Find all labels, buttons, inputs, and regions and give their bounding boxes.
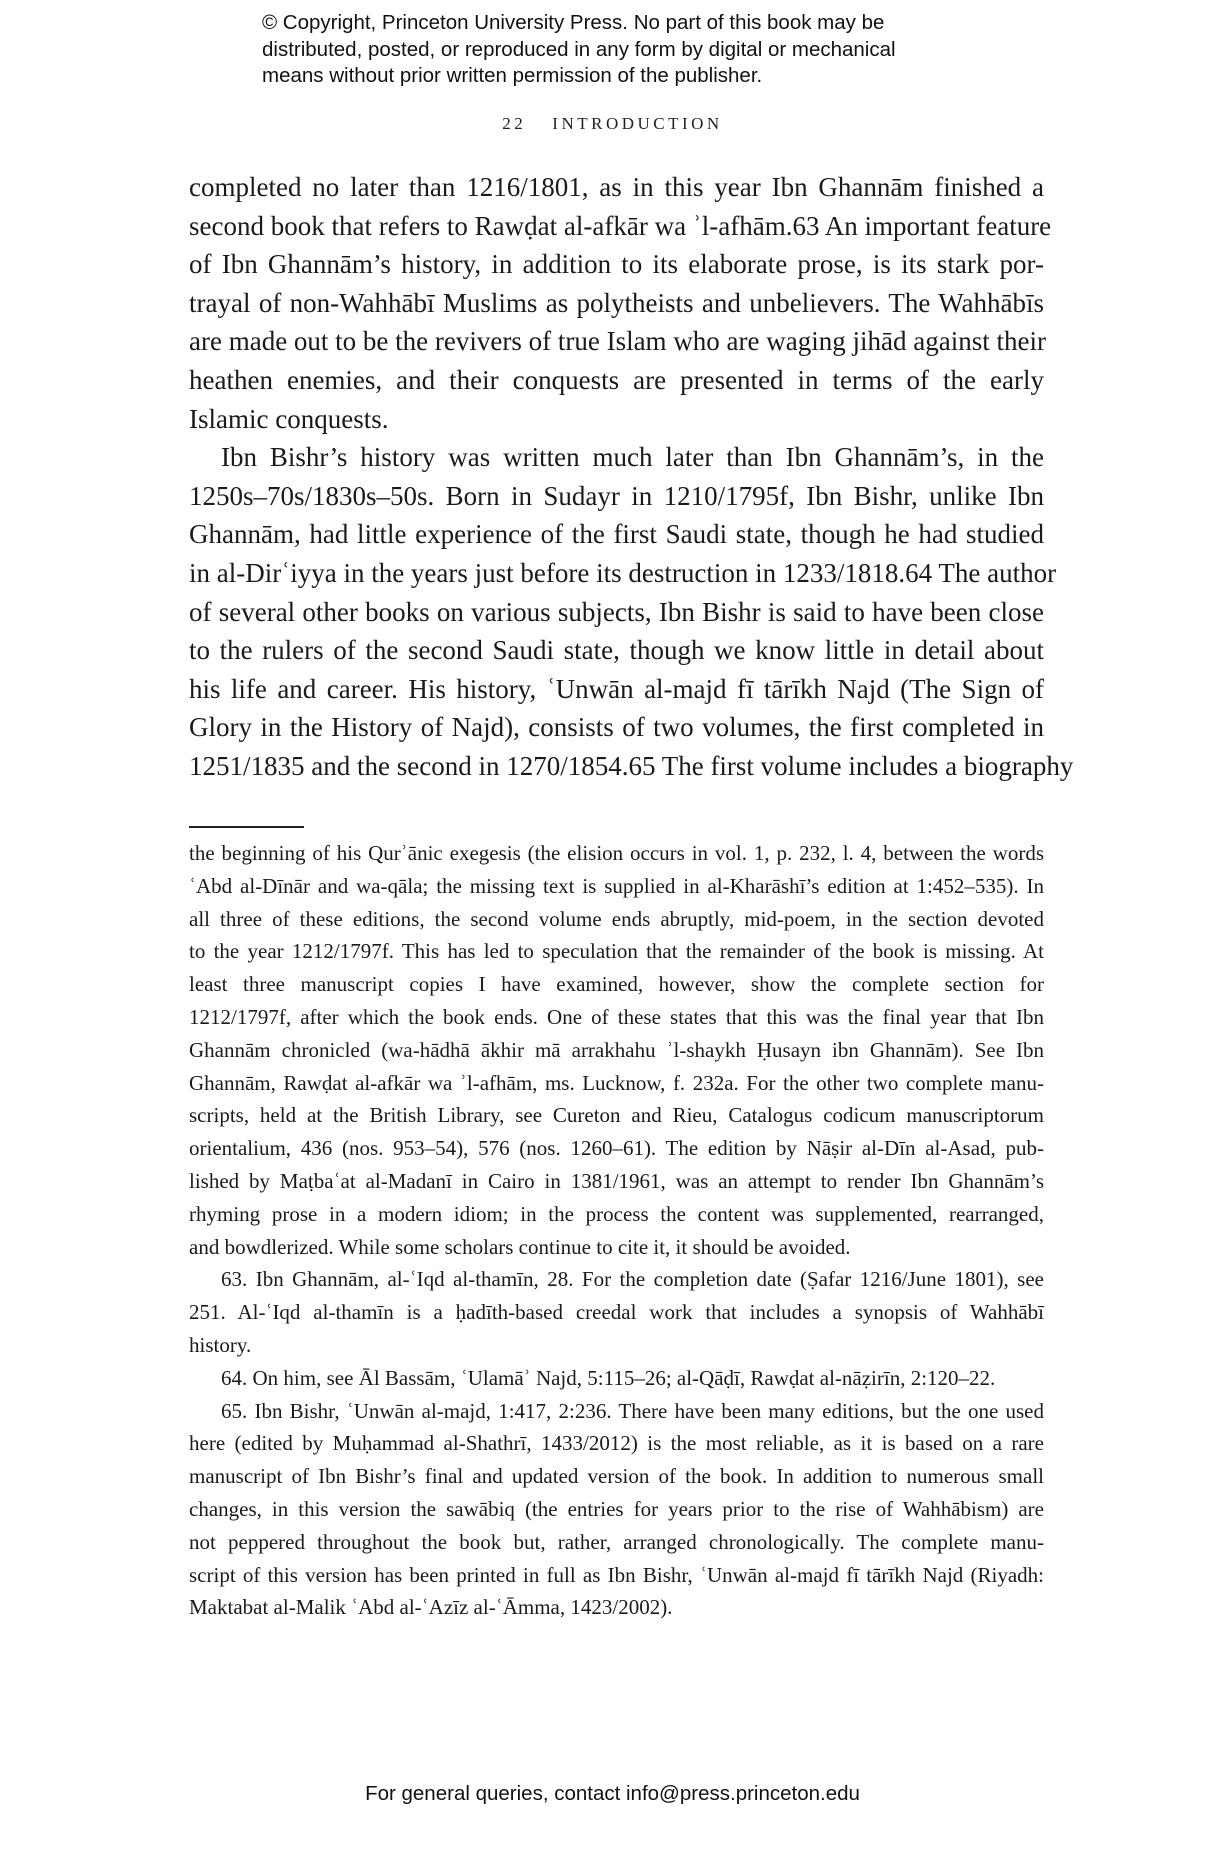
- body-line: Ibn Bishr’s history was written much later than Ibn Ghannām’s, in the: [221, 442, 1044, 473]
- footnote-line: scripts, held at the British Library, see Cureton and Rieu, Catalogus codicum manuscriptorum: [189, 1103, 1044, 1128]
- footnote-line: and bowdlerized. While some scholars continue to cite it, it should be avoided.: [189, 1234, 851, 1259]
- footnote-line: 1212/1797f, after which the book ends. One of these states that this was the final year that Ibn: [189, 1004, 1044, 1029]
- footnote-65-line: manuscript of Ibn Bishr’s final and updated version of the book. In addition to numerous small: [189, 1464, 1044, 1489]
- footnote-65-line: not peppered throughout the book but, rather, arranged chronologically. The complete manu-: [189, 1529, 1044, 1554]
- body-line: his life and career. His history, ʿUnwān al-majd fī tārīkh Najd (The Sign of: [189, 673, 1044, 704]
- body-text: [189, 168, 1074, 786]
- footnote-line: to the year 1212/1797f. This has led to speculation that the remainder of the book is missing. At: [189, 939, 1044, 964]
- footnote-65-line: Maktabat al-Malik ʿAbd al-ʿAzīz al-ʿĀmma, 1423/2002).: [189, 1595, 673, 1620]
- body-line: 1251/1835 and the second in 1270/1854.65 The first volume includes a biography: [189, 750, 1074, 781]
- body-line: Ghannām, had little experience of the first Saudi state, though he had studied: [189, 519, 1044, 550]
- footnote-line: Ghannām, Rawḍat al-afkār wa ʾl-afhām, ms. Lucknow, f. 232a. For the other two complete manu-: [189, 1070, 1044, 1095]
- footnote-63-line: 251. Al-ʿIqd al-thamīn is a ḥadīth-based creedal work that includes a synopsis of Wahhābī: [189, 1300, 1044, 1325]
- body-line: to the rulers of the second Saudi state, though we know little in detail about: [189, 635, 1044, 666]
- copyright-line: means without prior written permission of the publisher.: [262, 64, 763, 87]
- footnote-line: Ghannām chronicled (wa-hādhā ākhir mā arrakhahu ʾl-shaykh Ḥusayn ibn Ghannām). See Ibn: [189, 1037, 1044, 1062]
- body-line: heathen enemies, and their conquests are presented in terms of the early: [189, 364, 1044, 395]
- body-line: 1250s–70s/1830s–50s. Born in Sudayr in 1210/1795f, Ibn Bishr, unlike Ibn: [189, 480, 1044, 511]
- copyright-notice: [262, 10, 1022, 90]
- body-line: second book that refers to Rawḍat al-afkār wa ʾl-afhām.63 An important feature: [189, 210, 1052, 241]
- running-head: [0, 114, 1225, 134]
- footnote-63-line: 63. Ibn Ghannām, al-ʿIqd al-thamīn, 28. For the completion date (Ṣafar 1216/June 1801), see: [221, 1267, 1044, 1292]
- body-line: of several other books on various subjects, Ibn Bishr is said to have been close: [189, 596, 1044, 627]
- footnote-65-line: script of this version has been printed in full as Ibn Bishr, ʿUnwān al-majd fī tārīkh Najd (Riyadh:: [189, 1562, 1044, 1587]
- footnote-line: rhyming prose in a modern idiom; in the process the content was supplemented, rearranged,: [189, 1201, 1044, 1226]
- body-line: Islamic conquests.: [189, 403, 389, 434]
- body-line: trayal of non-Wahhābī Muslims as polytheists and unbelievers. The Wahhābīs: [189, 287, 1044, 318]
- footnote-65-line: here (edited by Muḥammad al-Shathrī, 1433/2012) is the most reliable, as it is based on a rare: [189, 1431, 1044, 1456]
- footnote-line: all three of these editions, the second volume ends abruptly, mid-poem, in the section devoted: [189, 906, 1044, 931]
- footnote-line: lished by Maṭbaʿat al-Madanī in Cairo in 1381/1961, was an attempt to render Ibn Ghannām’s: [189, 1168, 1044, 1193]
- footnotes: [189, 837, 1044, 1624]
- footnote-divider: [189, 826, 304, 828]
- chapter-title: INTRODUCTION: [552, 114, 723, 133]
- page-number: 22: [502, 114, 527, 133]
- footer-contact: For general queries, contact info@press.princeton.edu: [365, 1782, 860, 1805]
- body-line: are made out to be the revivers of true Islam who are waging jihād against their: [189, 326, 1046, 357]
- footnote-line: the beginning of his Qurʾānic exegesis (the elision occurs in vol. 1, p. 232, l. 4, between the words: [189, 841, 1044, 865]
- footnote-65-line: 65. Ibn Bishr, ʿUnwān al-majd, 1:417, 2:236. There have been many editions, but the one used: [221, 1398, 1044, 1423]
- footnote-65-line: changes, in this version the sawābiq (the entries for years prior to the rise of Wahhābism) are: [189, 1496, 1044, 1521]
- copyright-line: © Copyright, Princeton University Press. No part of this book may be: [262, 11, 885, 34]
- footnote-63-line: history.: [189, 1332, 252, 1357]
- footnote-line: ʿAbd al-Dīnār and wa-qāla; the missing text is supplied in al-Kharāshī’s edition at 1:452–535). In: [189, 873, 1044, 898]
- footnote-64-line: 64. On him, see Āl Bassām, ʿUlamāʾ Najd, 5:115–26; al-Qāḍī, Rawḍat al-nāẓirīn, 2:120–22.: [221, 1365, 996, 1390]
- footnote-line: least three manuscript copies I have examined, however, show the complete section for: [189, 972, 1044, 997]
- footnote-line: orientalium, 436 (nos. 953–54), 576 (nos. 1260–61). The edition by Nāṣir al-Dīn al-Asad, pub-: [189, 1136, 1044, 1161]
- body-line: completed no later than 1216/1801, as in this year Ibn Ghannām finished a: [189, 172, 1044, 202]
- body-line: Glory in the History of Najd), consists of two volumes, the first completed in: [189, 712, 1044, 743]
- copyright-line: distributed, posted, or reproduced in any form by digital or mechanical: [262, 37, 896, 61]
- body-line: in al-Dirʿiyya in the years just before its destruction in 1233/1818.64 The author: [189, 557, 1057, 588]
- body-line: of Ibn Ghannām’s history, in addition to its elaborate prose, is its stark por-: [189, 249, 1044, 280]
